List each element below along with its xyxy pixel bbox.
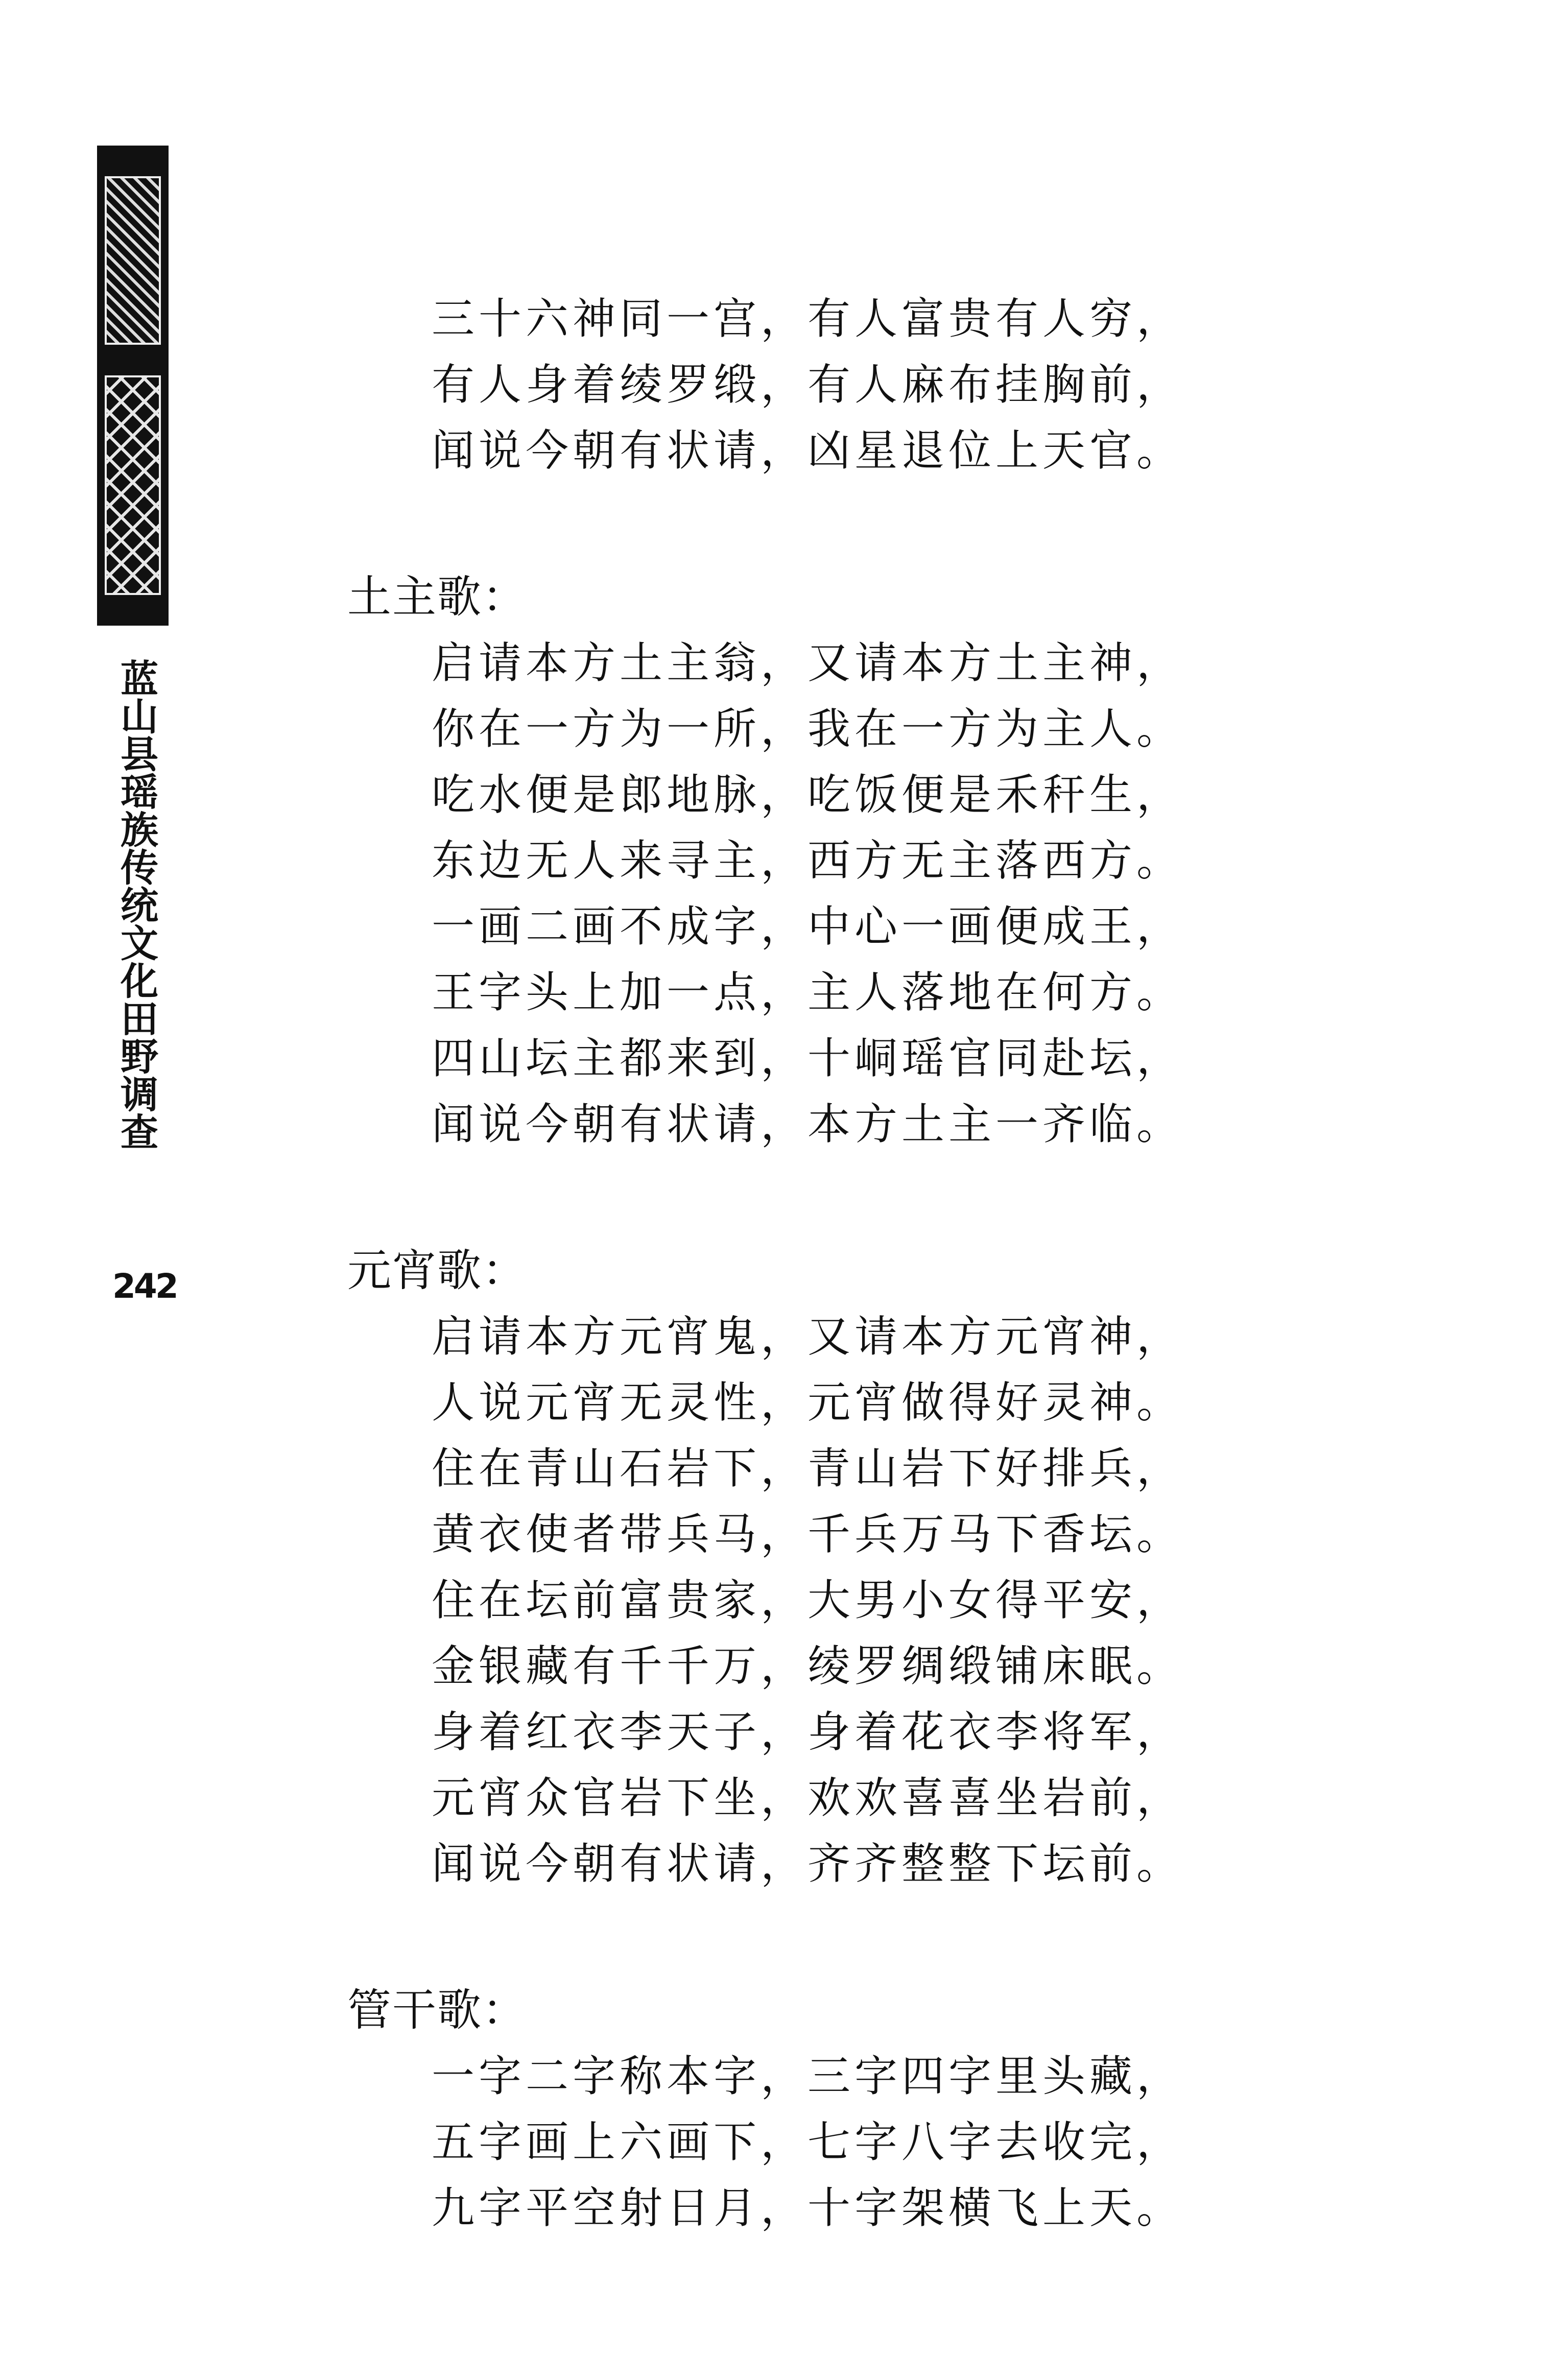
verse-line: 身着红衣李天子，身着花衣李将军， xyxy=(432,1707,1184,1757)
book-title-vertical: 蓝山县瑶族传统文化田野调查 xyxy=(114,659,158,1150)
verse-line: 元宵众官岩下坐，欢欢喜喜坐岩前， xyxy=(432,1773,1184,1823)
verse-line: 启请本方元宵鬼，又请本方元宵神， xyxy=(432,1312,1184,1362)
verse-line: 闻说今朝有状请，齐齐整整下坛前。 xyxy=(432,1839,1184,1889)
song-section-yuanxiao xyxy=(347,1238,1522,1897)
verse-line: 四山坛主都来到，十峒瑶官同赴坛， xyxy=(432,1033,1184,1083)
verse-line: 九字平空射日月，十字架横飞上天。 xyxy=(432,2183,1184,2233)
pattern-block-bottom xyxy=(105,375,161,595)
verse-line: 王字头上加一点，主人落地在何方。 xyxy=(432,967,1184,1017)
verse-line: 人说元宵无灵性，元宵做得好灵神。 xyxy=(432,1377,1184,1427)
page-number: 242 xyxy=(112,1267,177,1306)
song-title: 元宵歌： xyxy=(347,1245,527,1296)
verse-line: 一字二字称本字，三字四字里头藏， xyxy=(432,2051,1184,2101)
verse-line: 有人身着绫罗缎，有人麻布挂胸前， xyxy=(432,360,1184,410)
intro-verse xyxy=(347,286,1522,484)
verse-line: 住在坛前富贵家，大男小女得平安， xyxy=(432,1575,1184,1625)
verse-line: 住在青山石岩下，青山岩下好排兵， xyxy=(432,1443,1184,1493)
verse-line: 闻说今朝有状请，本方土主一齐临。 xyxy=(432,1099,1184,1149)
verse-line: 启请本方土主翁，又请本方土主神， xyxy=(432,638,1184,688)
verse-line: 三十六神同一宫，有人富贵有人穷， xyxy=(432,294,1184,344)
verse-line: 五字画上六画下，七字八字去收完， xyxy=(432,2117,1184,2167)
pattern-block-top xyxy=(105,176,161,345)
verse-line: 一画二画不成字，中心一画便成王， xyxy=(432,901,1184,951)
verse-line: 金银藏有千千万，绫罗绸缎铺床眠。 xyxy=(432,1641,1184,1691)
verse-line: 吃水便是郎地脉，吃饭便是禾秆生， xyxy=(432,770,1184,820)
verse-line: 黄衣使者带兵马，千兵万马下香坛。 xyxy=(432,1509,1184,1559)
decorative-band xyxy=(97,146,169,626)
verse-line: 东边无人来寻主，西方无主落西方。 xyxy=(432,836,1184,886)
page-content xyxy=(347,286,1522,2241)
song-title: 管干歌： xyxy=(347,1985,527,2036)
verse-line: 你在一方为一所，我在一方为主人。 xyxy=(432,704,1184,754)
verse-line: 闻说今朝有状请，凶星退位上天官。 xyxy=(432,425,1184,475)
song-section-guangan xyxy=(347,1978,1522,2241)
song-title: 土主歌： xyxy=(347,572,527,623)
song-section-tuzhu xyxy=(347,564,1522,1157)
